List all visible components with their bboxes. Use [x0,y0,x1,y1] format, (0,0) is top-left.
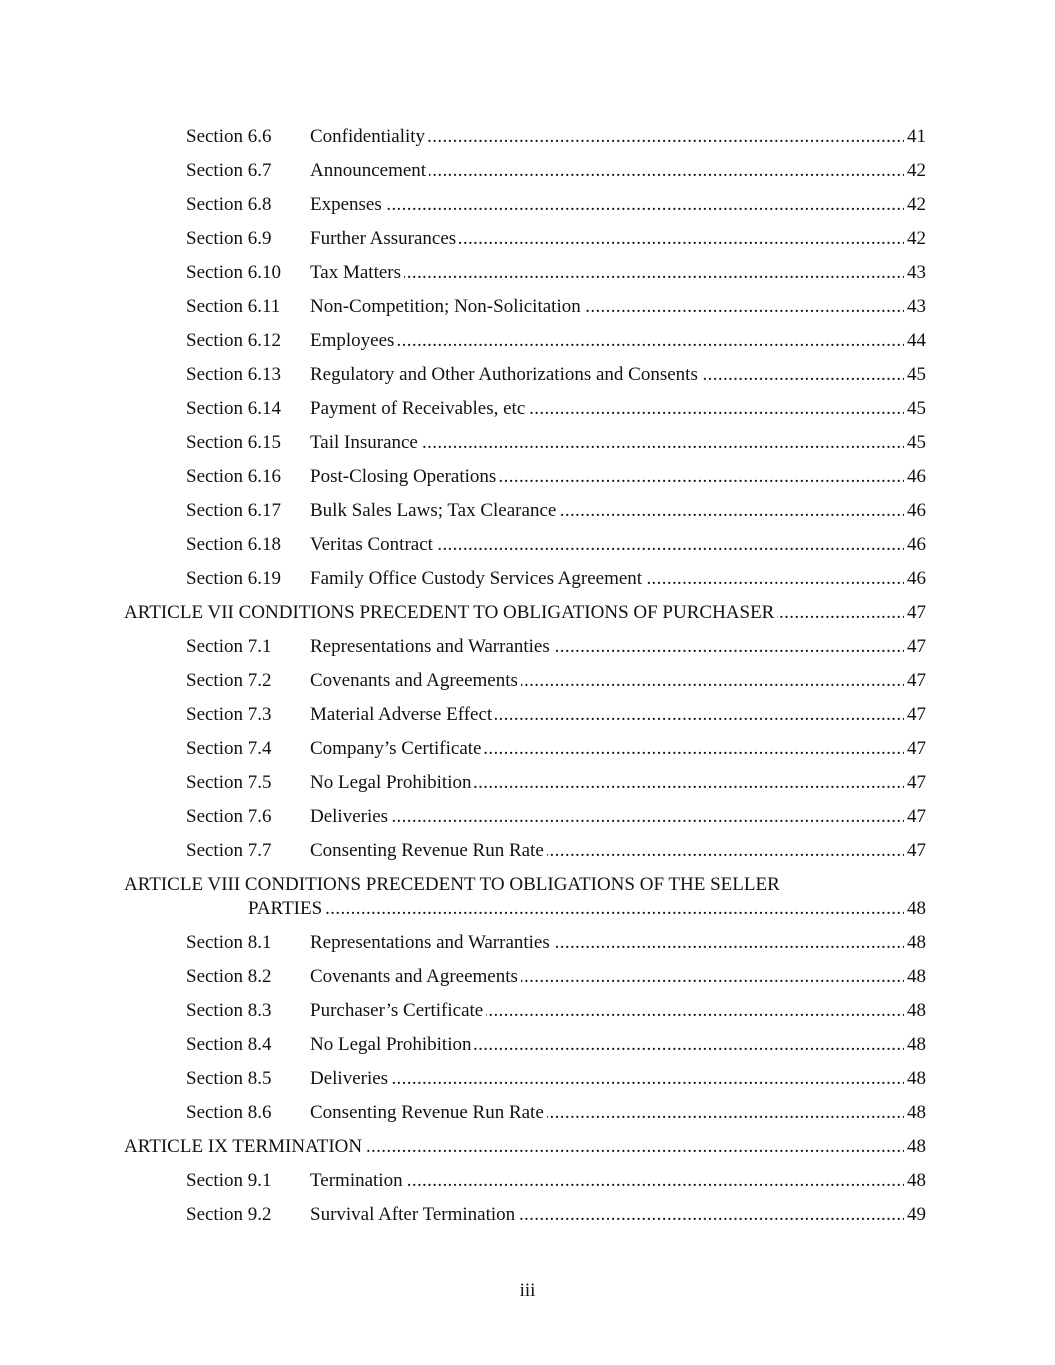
page-number: 42 [907,160,926,181]
section-number: Section 6.6 [186,126,272,147]
dot-leader [474,1028,904,1062]
toc-section-entry [124,1028,926,1062]
entry-title: Material Adverse Effect [310,704,493,725]
section-number: Section 8.4 [186,1034,272,1055]
page-number: 48 [907,1102,926,1123]
toc-section-entry [124,766,926,800]
entry-title: Survival After Termination [310,1204,516,1225]
entry-title: Tax Matters [310,262,402,283]
entry-title: Confidentiality [310,126,426,147]
toc-section-entry [124,188,926,222]
entry-title: No Legal Prohibition [310,1034,472,1055]
page-number: 43 [907,262,926,283]
dot-leader [518,1198,904,1232]
entry-title: Purchaser’s Certificate [310,1000,484,1021]
entry-title: Covenants and Agreements [310,966,518,987]
dot-leader [436,528,904,562]
dot-leader [553,926,904,960]
section-number: Section 7.3 [186,704,272,725]
dot-leader [406,1164,904,1198]
toc-section-entry [124,460,926,494]
page-number: 41 [907,126,926,147]
page-number: 46 [907,500,926,521]
page-number: 42 [907,194,926,215]
toc-article-entry [124,1130,926,1164]
toc-section-entry [124,664,926,698]
section-number: Section 6.11 [186,296,281,317]
toc-section-entry [124,324,926,358]
section-number: Section 6.17 [186,500,281,521]
page-number: 46 [907,466,926,487]
page-number: 45 [907,398,926,419]
entry-title: Tail Insurance [310,432,418,453]
dot-leader [391,1062,904,1096]
dot-leader [495,698,904,732]
toc-section-entry [124,120,926,154]
entry-title: Representations and Warranties [310,636,550,657]
dot-leader [397,324,904,358]
dot-leader [486,994,904,1028]
page-number: 48 [907,898,926,919]
page-number: 47 [907,670,926,691]
toc-section-entry [124,154,926,188]
dot-leader [428,120,904,154]
dot-leader [521,960,904,994]
section-number: Section 7.2 [186,670,272,691]
page-number: 48 [907,1068,926,1089]
dot-leader [421,426,904,460]
page-number: 48 [907,1000,926,1021]
page-number: 48 [907,1136,926,1157]
section-number: Section 8.5 [186,1068,272,1089]
toc-section-entry [124,494,926,528]
section-number: Section 6.16 [186,466,281,487]
page-number: 47 [907,602,926,623]
entry-title: ARTICLE VII CONDITIONS PRECEDENT TO OBLIGATIONS OF PURCHASER [124,602,775,623]
toc-section-entry [124,834,926,868]
page-number: 43 [907,296,926,317]
entry-title: No Legal Prohibition [310,772,472,793]
dot-leader [645,562,904,596]
dot-leader [404,256,904,290]
toc-section-entry [124,392,926,426]
article-title-line1: ARTICLE VIII CONDITIONS PRECEDENT TO OBLIGATIONS OF THE SELLER [124,874,780,895]
section-number: Section 9.1 [186,1170,272,1191]
page-number: 47 [907,840,926,861]
page-number: 47 [907,636,926,657]
toc-section-entry [124,426,926,460]
entry-title: Employees [310,330,395,351]
entry-title: Company’s Certificate [310,738,482,759]
toc-article-entry [124,868,926,926]
page-number: 44 [907,330,926,351]
entry-title: Veritas Contract [310,534,433,555]
dot-leader [528,392,904,426]
section-number: Section 6.14 [186,398,281,419]
entry-title: Regulatory and Other Authorizations and Consents [310,364,698,385]
entry-title: Consenting Revenue Run Rate [310,1102,544,1123]
toc-section-entry [124,256,926,290]
page-number: 47 [907,806,926,827]
toc-section-entry [124,1096,926,1130]
entry-title: Expenses [310,194,382,215]
section-number: Section 7.7 [186,840,272,861]
toc-section-entry [124,528,926,562]
page-number: 48 [907,932,926,953]
entry-title: Termination [310,1170,403,1191]
dot-leader [521,664,904,698]
section-number: Section 8.6 [186,1102,272,1123]
page-number: 49 [907,1204,926,1225]
toc-section-entry [124,926,926,960]
toc-section-entry [124,994,926,1028]
section-number: Section 8.1 [186,932,272,953]
section-number: Section 7.6 [186,806,272,827]
dot-leader [459,222,904,256]
dot-leader [391,800,904,834]
section-number: Section 6.18 [186,534,281,555]
table-of-contents [124,120,926,1232]
section-number: Section 7.1 [186,636,272,657]
page-number: 42 [907,228,926,249]
entry-title: Payment of Receivables, etc [310,398,526,419]
page-number: 47 [907,738,926,759]
section-number: Section 6.9 [186,228,272,249]
toc-section-entry [124,960,926,994]
dot-leader [474,766,904,800]
toc-section-entry [124,562,926,596]
section-number: Section 8.2 [186,966,272,987]
entry-title: Deliveries [310,806,389,827]
toc-section-entry [124,800,926,834]
dot-leader [325,897,904,921]
page-number: 48 [907,1170,926,1191]
toc-section-entry [124,732,926,766]
section-number: Section 6.19 [186,568,281,589]
page-number: 47 [907,772,926,793]
section-number: Section 7.4 [186,738,272,759]
section-number: Section 6.7 [186,160,272,181]
toc-section-entry [124,1164,926,1198]
page-number: 45 [907,364,926,385]
page-number: iii [519,1280,536,1301]
dot-leader [385,188,904,222]
entry-title: Non-Competition; Non-Solicitation [310,296,581,317]
toc-section-entry [124,1062,926,1096]
toc-section-entry [124,222,926,256]
section-number: Section 8.3 [186,1000,272,1021]
page-number: 48 [907,1034,926,1055]
entry-title: ARTICLE IX TERMINATION [124,1136,363,1157]
article-title-line2-text: PARTIES [248,898,323,919]
toc-section-entry [124,698,926,732]
entry-title: Announcement [310,160,427,181]
page-number: 46 [907,568,926,589]
entry-title: Family Office Custody Services Agreement [310,568,643,589]
dot-leader [429,154,904,188]
entry-title: Bulk Sales Laws; Tax Clearance [310,500,557,521]
dot-leader [547,834,904,868]
page-number: 47 [907,704,926,725]
entry-title: Deliveries [310,1068,389,1089]
section-number: Section 6.12 [186,330,281,351]
entry-title: Consenting Revenue Run Rate [310,840,544,861]
dot-leader [547,1096,904,1130]
dot-leader [701,358,904,392]
toc-article-entry [124,596,926,630]
dot-leader [553,630,904,664]
dot-leader [777,596,904,630]
toc-section-entry [124,290,926,324]
dot-leader [499,460,904,494]
section-number: Section 6.15 [186,432,281,453]
entry-title: Post-Closing Operations [310,466,497,487]
entry-title: Covenants and Agreements [310,670,518,691]
page-number: 48 [907,966,926,987]
page-number: 46 [907,534,926,555]
section-number: Section 6.10 [186,262,281,283]
dot-leader [484,732,904,766]
section-number: Section 6.8 [186,194,272,215]
toc-section-entry [124,630,926,664]
dot-leader [584,290,904,324]
article-title-line2 [124,897,926,921]
section-number: Section 7.5 [186,772,272,793]
page-number: 45 [907,432,926,453]
dot-leader [559,494,904,528]
dot-leader [365,1130,904,1164]
toc-section-entry [124,1198,926,1232]
section-number: Section 9.2 [186,1204,272,1225]
entry-title: Representations and Warranties [310,932,550,953]
toc-section-entry [124,358,926,392]
section-number: Section 6.13 [186,364,281,385]
entry-title: Further Assurances [310,228,457,249]
